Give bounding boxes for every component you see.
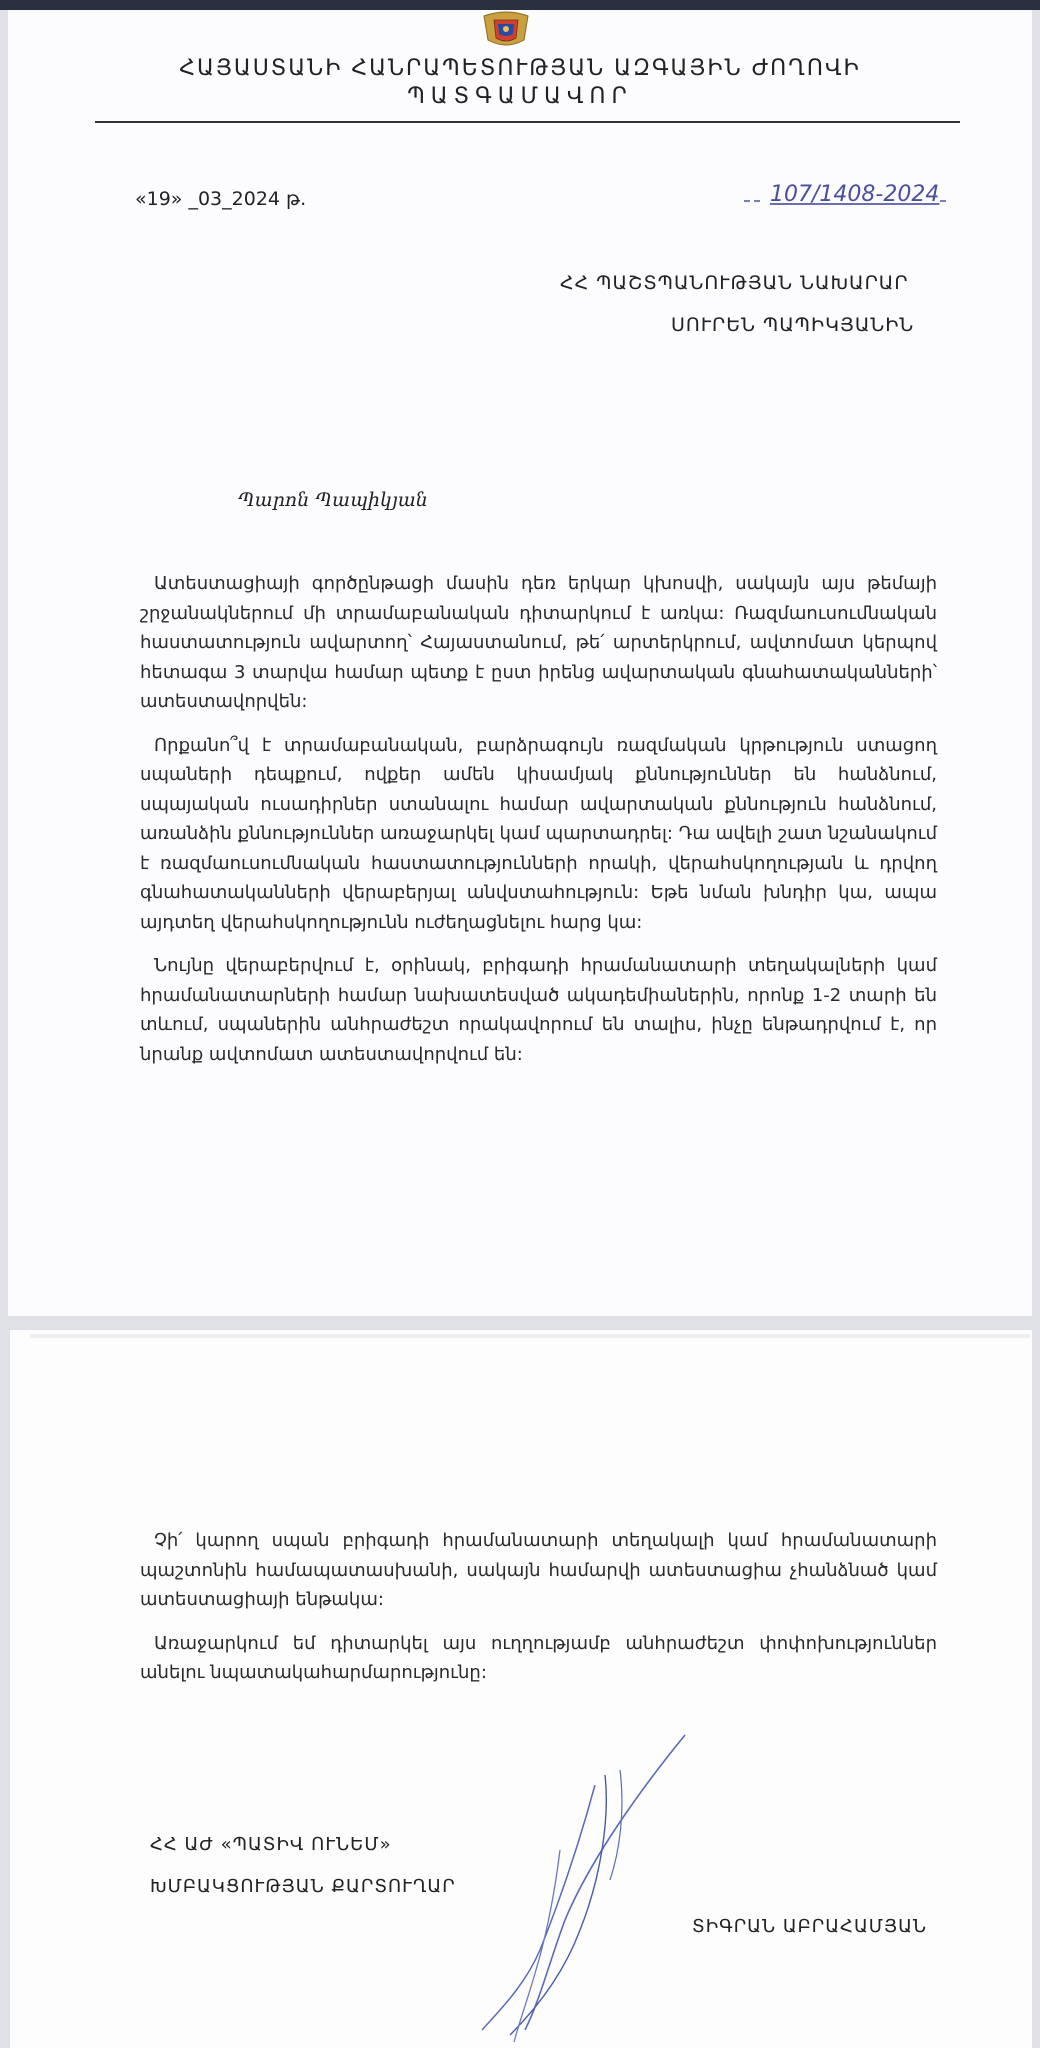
body-paragraph: Նույնը վերաբերվում է, օրինակ, բրիգադի հրամանատարի տեղակալների կամ հրամանատարների համար նախատեսված ակադեմիաներին, որոնք 1-2 տարի են տևում, սպաներին անհրաժեշտ որակավորում են տալիս, ինչը ենթադրվում է, որ նրանք ավտոմատ ատեստավորվում են: (140, 955, 937, 1065)
ink-mark (754, 200, 760, 202)
viewer-top-bar (0, 0, 1040, 10)
ink-mark (940, 200, 946, 202)
letter-body-page-1 (140, 569, 937, 1083)
registration-number: 107/1408-2024 (770, 182, 940, 207)
body-paragraph: Ատեստացիայի գործընթացի մասին դեռ երկար կխոսվի, սակայն այս թեմայի շրջանակներում մի տրամաբանական դիտարկում է առկա: Ռազմաուսումնական հաստատություն ավարտող՝ Հայաստանում, թե՛ արտերկրում, ավտոմատ կերպով հետագա 3 տարվա համար պետք է ըստ իրենց ավարտական գնահատականների՝ ատեստավորվեն: (140, 573, 937, 712)
ink-mark (744, 200, 750, 202)
letterhead-line-1: ՀԱՅԱՍՏԱՆԻ ՀԱՆՐԱՊԵՏՈՒԹՅԱՆ ԱԶԳԱՅԻՆ ԺՈՂՈՎԻ (179, 56, 861, 81)
salutation: Պարոն Պապիկյան (238, 489, 428, 511)
addressee-position: ՀՀ ՊԱՇՏՊԱՆՈՒԹՅԱՆ ՆԱԽԱՐԱՐ (560, 272, 909, 294)
letter-date: «19» _03_2024 թ. (135, 188, 307, 210)
signer-name: ՏԻԳՐԱՆ ԱԲՐԱՀԱՄՅԱՆ (692, 1916, 927, 1937)
body-paragraph: Առաջարկում եմ դիտարկել այս ուղղությամբ անհրաժեշտ փոփոխություններ անելու նպատակահարմարությունը: (140, 1632, 937, 1683)
body-paragraph: Չի՛ կարող սպան բրիգադի հրամանատարի տեղակալի կամ հրամանատարի պաշտոնին համապատասխանի, սակայն համարվի ատեստացիա չհանձնած կամ ատեստացիայի ենթակա: (140, 1530, 937, 1610)
signer-organization-line-2: ԽՄԲԱԿՑՈՒԹՅԱՆ ՔԱՐՏՈՒՂԱՐ (150, 1876, 456, 1897)
coat-of-arms-icon (476, 10, 536, 50)
page-edge-shadow (30, 1334, 1030, 1338)
addressee-name: ՍՈՒՐԵՆ ՊԱՊԻԿՅԱՆԻՆ (671, 314, 915, 336)
signer-organization-line-1: ՀՀ ԱԺ «ՊԱՏԻՎ ՈՒՆԵՄ» (150, 1834, 392, 1855)
handwritten-signature-icon (470, 1730, 700, 2048)
body-paragraph: Որքանո՞վ է տրամաբանական, բարձրագույն ռազմական կրթություն ստացող սպաների դեպքում, ովքեր ամեն կիսամյակ քննություններ են հանձնում, սպայական ուսադիրներ ստանալու համար ավարտական քննություն հանձնում, առանձին քննություններ առաջարկել կամ պարտադրել: Դա ավելի շատ նշանակում է ռազմաուսումնական հաստատությունների որակի, վերահսկողության և դրվող գնահատականների վերաբերյալ անվստահություն: Եթե նման խնդիր կա, ապա այդտեղ վերահսկողությունն ուժեղացնելու հարց կա: (140, 734, 937, 933)
letterhead-line-2: ՊԱՏԳԱՄԱՎՈՐ (407, 84, 633, 109)
letter-body-page-2 (140, 1526, 937, 1702)
letterhead-divider (95, 121, 960, 123)
